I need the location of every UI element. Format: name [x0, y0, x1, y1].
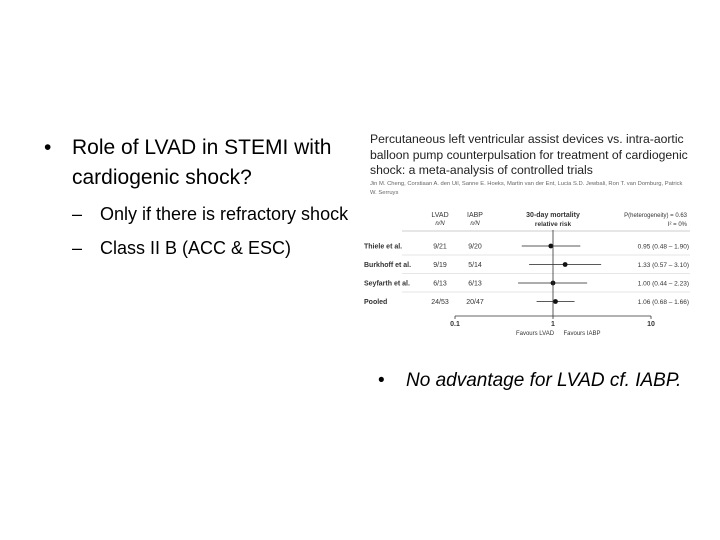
forest-plot	[362, 130, 692, 340]
sub-bullet-dash: –	[72, 238, 83, 258]
study-lvad-count: 9/21	[433, 243, 447, 251]
col-effect-sub: relative risk	[534, 221, 572, 228]
study-name: Thiele et al.	[364, 243, 403, 251]
study-name: Pooled	[364, 299, 388, 306]
note-text: No advantage for LVAD cf. IABP.	[406, 370, 682, 391]
sub-bullet	[44, 235, 364, 261]
study-lvad-count: 9/19	[433, 262, 447, 269]
forest-plot-figure	[362, 130, 692, 340]
study-rows	[364, 231, 690, 306]
axis-tick-label: 10	[647, 321, 655, 328]
col-iabp-header: IABP	[467, 212, 483, 219]
main-bullet	[44, 133, 364, 193]
col-lvad-header: LVAD	[431, 212, 449, 219]
sub-bullet-text: Class II B (ACC & ESC)	[100, 238, 292, 258]
figure-title: Percutaneous left ventricular assist devices vs. intra-aortic balloon pump counterpulsation for treatment of cardiogenic shock: a meta-analysis of controlled trials	[370, 132, 688, 177]
col-lvad-sub: n/N	[435, 221, 445, 227]
heterogeneity-i2: I² = 0%	[667, 222, 687, 228]
col-effect-header: 30-day mortality	[526, 212, 580, 219]
favours-iabp-label: Favours IABP	[563, 331, 601, 337]
study-iabp-count: 5/14	[468, 262, 482, 269]
study-rr-ci: 1.00 (0.44 – 2.23)	[637, 280, 689, 288]
conclusion-note	[378, 368, 698, 394]
main-bullet-text: Role of LVAD in STEMI with cardiogenic shock?	[72, 136, 332, 189]
note-bullet-dot: •	[378, 370, 385, 391]
study-name: Burkhoff et al.	[364, 262, 412, 269]
study-lvad-count: 6/13	[433, 280, 447, 288]
study-iabp-count: 9/20	[468, 243, 482, 251]
bullet-dot: •	[44, 136, 52, 159]
sub-bullet	[44, 201, 364, 227]
favours-lvad-label: Favours LVAD	[515, 331, 555, 337]
effect-point	[563, 262, 568, 267]
figure-authors: Jin M. Cheng, Corstiaan A. den Uil, Sanne E. Hoeks, Martin van der Ent, Lucia S.D. Jewbali, Ron T. van Domburg, Patrick W. Serruys	[370, 181, 683, 196]
heterogeneity-p: P(heterogeneity) = 0.63	[624, 213, 687, 219]
study-rr-ci: 0.95 (0.48 – 1.90)	[637, 243, 689, 251]
axis-tick-label: 0.1	[450, 321, 460, 328]
study-rr-ci: 1.06 (0.68 – 1.66)	[637, 299, 689, 306]
axis-tick-label: 1	[551, 321, 555, 328]
effect-point	[553, 299, 558, 304]
effect-point	[548, 244, 553, 249]
study-name: Seyfarth et al.	[364, 280, 410, 288]
bullet-list	[44, 133, 364, 261]
study-iabp-count: 20/47	[466, 299, 484, 306]
study-iabp-count: 6/13	[468, 280, 482, 288]
col-iabp-sub: n/N	[470, 221, 480, 227]
sub-bullet-text: Only if there is refractory shock	[100, 204, 349, 224]
study-lvad-count: 24/53	[431, 299, 449, 306]
sub-bullet-dash: –	[72, 204, 83, 224]
study-rr-ci: 1.33 (0.57 – 3.10)	[637, 262, 689, 269]
